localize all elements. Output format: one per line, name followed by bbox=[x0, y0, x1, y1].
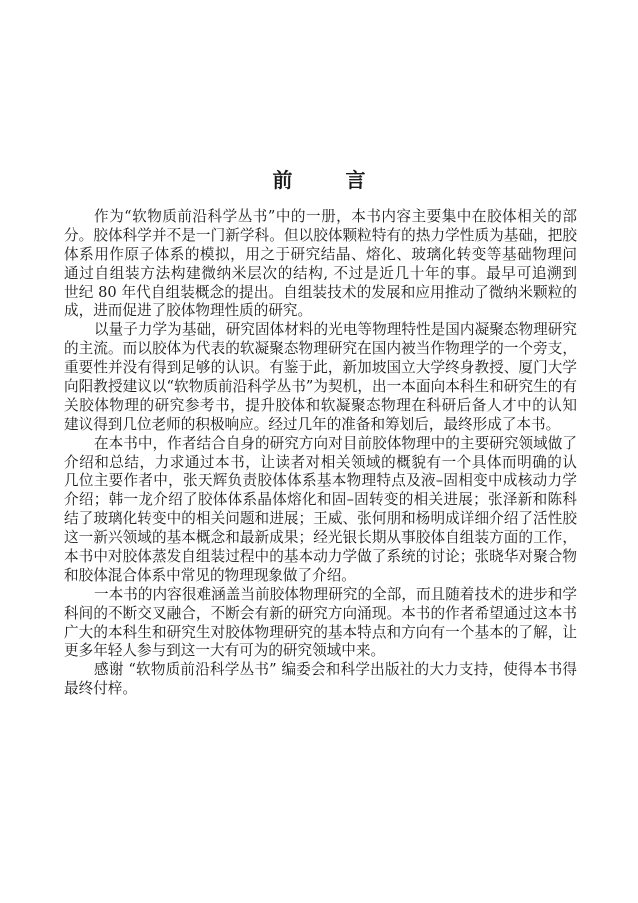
text-line: 重要性并没有得到足够的认识。有鉴于此，新加坡国立大学终身教授、厦门大学 bbox=[64, 359, 577, 377]
text-line: 几位主要作者中，张天辉负责胶体体系基本物理特点及液–固相变中成核动力学 bbox=[64, 472, 577, 490]
text-line: 分。胶体科学并不是一门新学科。但以胶体颗粒特有的热力学性质为基础，把胶 bbox=[64, 226, 577, 244]
text-line: 通过自组装方法构建微纳米层次的结构, 不过是近几十年的事。最早可追溯到 bbox=[64, 264, 577, 282]
paragraph bbox=[64, 321, 577, 434]
paragraph bbox=[64, 435, 577, 586]
text-line: 介绍；韩一龙介绍了胶体体系晶体熔化和固–固转变的相关进展；张泽新和陈科 bbox=[64, 491, 577, 509]
text-line: 向阳教授建议以“软物质前沿科学丛书”为契机，出一本面向本科生和研究生的有 bbox=[64, 378, 577, 396]
text-line: 世纪 80 年代自组装概念的提出。自组装技术的发展和应用推动了微纳米颗粒的 bbox=[64, 283, 577, 301]
text-line: 作为“软物质前沿科学丛书”中的一册，本书内容主要集中在胶体相关的部 bbox=[94, 208, 577, 225]
text-line: 感谢 “软物质前沿科学丛书” 编委会和科学出版社的大力支持，使得本书得 bbox=[94, 661, 577, 679]
text-line: 关胶体物理的研究参考书，提升胶体和软凝聚态物理在科研后备人才中的认知 bbox=[64, 396, 577, 414]
text-line: 最终付梓。 bbox=[64, 680, 137, 698]
text-line: 以量子力学为基础，研究固体材料的光电等物理特性是国内凝聚态物理研究 bbox=[94, 321, 577, 339]
title-char-1: 前 bbox=[272, 168, 293, 192]
paragraph bbox=[64, 661, 577, 699]
text-line: 这一新兴领域的基本概念和最新成果；经光银长期从事胶体自组装方面的工作， bbox=[64, 529, 577, 547]
text-line: 广大的本科生和研究生对胶体物理研究的基本特点和方向有一个基本的了解，让 bbox=[64, 623, 577, 641]
text-line: 本书中对胶体蒸发自组装过程中的基本动力学做了系统的讨论；张晓华对聚合物 bbox=[64, 548, 577, 566]
page-title bbox=[0, 168, 638, 192]
paragraph bbox=[64, 586, 577, 662]
text-line: 和胶体混合体系中常见的物理现象做了介绍。 bbox=[64, 566, 356, 584]
text-line: 介绍和总结，力求通过本书，让读者对相关领域的概貌有一个具体而明确的认 bbox=[64, 453, 577, 471]
text-line: 的主流。而以胶体为代表的软凝聚态物理研究在国内被当作物理学的一个旁支， bbox=[64, 340, 577, 358]
text-line: 成，进而促进了胶体物理性质的研究。 bbox=[64, 302, 313, 320]
text-line: 建议得到几位老师的积极响应。经过几年的准备和筹划后，最终形成了本书。 bbox=[64, 415, 561, 433]
text-line: 科间的不断交叉融合，不断会有新的研究方向涌现。本书的作者希望通过这本书 bbox=[64, 604, 577, 622]
paragraph bbox=[64, 208, 577, 321]
text-line: 结了玻璃化转变中的相关问题和进展；王威、张何朋和杨明成详细介绍了活性胶 bbox=[64, 510, 577, 528]
title-char-2: 言 bbox=[345, 168, 366, 192]
text-line: 体系用作原子体系的模拟，用之于研究结晶、熔化、玻璃化转变等基础物理问 bbox=[64, 245, 577, 263]
text-line: 更多年轻人参与到这一大有可为的研究领域中来。 bbox=[64, 642, 386, 660]
text-line: 在本书中，作者结合自身的研究方向对目前胶体物理中的主要研究领域做了 bbox=[94, 434, 577, 452]
preface-body bbox=[64, 208, 577, 699]
text-line: 一本书的内容很难涵盖当前胶体物理研究的全部，而且随着技术的进步和学 bbox=[94, 585, 577, 603]
